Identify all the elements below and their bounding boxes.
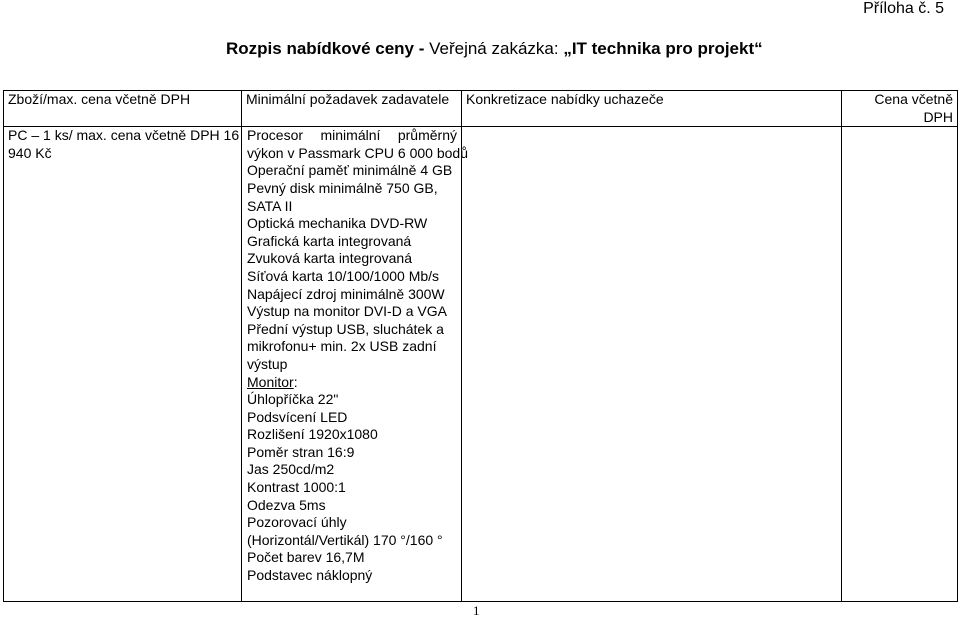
monitor-spec-line: Pozorovací úhly xyxy=(247,514,347,531)
monitor-spec-line: Úhlopříčka 22" xyxy=(247,391,339,408)
attachment-label: Příloha č. 5 xyxy=(863,0,944,17)
page-number: 1 xyxy=(473,603,480,618)
column-header-goods: Zboží/max. cena včetně DPH xyxy=(4,91,242,127)
monitor-spec-line: Podstavec náklopný xyxy=(247,567,373,584)
column-header-offer: Konkretizace nabídky uchazeče xyxy=(462,91,842,127)
price-cell[interactable] xyxy=(842,127,958,601)
spec-line-processor xyxy=(247,127,457,145)
spec-line: Síťová karta 10/100/1000 Mb/s xyxy=(247,267,440,284)
goods-line: PC – 1 ks/ max. cena včetně DPH 16 xyxy=(8,127,240,144)
monitor-spec-line: Podsvícení LED xyxy=(247,408,348,425)
monitor-spec-line: Kontrast 1000:1 xyxy=(247,479,346,496)
spec-line: mikrofonu+ min. 2x USB zadní xyxy=(247,338,437,355)
title-part-normal: Veřejná zakázka: xyxy=(429,39,564,58)
monitor-spec-line: Jas 250cd/m2 xyxy=(247,461,335,478)
monitor-spec-line: Poměr stran 16:9 xyxy=(247,443,355,460)
monitor-spec-line: (Horizontál/Vertikál) 170 °/160 ° xyxy=(247,531,443,548)
spec-line: Přední výstup USB, sluchátek a xyxy=(247,320,444,337)
spec-line: Pevný disk minimálně 750 GB, xyxy=(247,179,438,196)
spec-line: Operační paměť minimálně 4 GB xyxy=(247,162,453,179)
spec-line: Napájecí zdroj minimálně 300W xyxy=(247,285,445,302)
requirement-cell xyxy=(242,127,468,601)
spec-line: Výstup na monitor DVI-D a VGA xyxy=(247,303,447,320)
price-table xyxy=(3,90,958,602)
monitor-colon: : xyxy=(293,373,298,390)
spec-line: Optická mechanika DVD-RW xyxy=(247,215,428,232)
spec-line: výkon v Passmark CPU 6 000 bodů xyxy=(247,144,468,161)
monitor-spec-line: Počet barev 16,7M xyxy=(247,549,365,566)
spec-line: výstup xyxy=(247,355,288,372)
spec-word: minimální xyxy=(320,127,381,144)
spec-line: SATA II xyxy=(247,197,293,214)
offer-cell[interactable] xyxy=(462,127,842,601)
spec-line: Zvuková karta integrovaná xyxy=(247,250,412,267)
table-row xyxy=(4,127,958,601)
title-part-bold: Rozpis nabídkové ceny - xyxy=(226,39,430,58)
column-header-requirement: Minimální požadavek zadavatele xyxy=(242,91,462,127)
goods-cell xyxy=(4,127,242,601)
goods-price-line: 940 Kč xyxy=(8,144,52,161)
spec-word: průměrný xyxy=(397,127,457,144)
monitor-heading xyxy=(247,374,457,392)
spec-word: Procesor xyxy=(247,127,304,144)
spec-line: Grafická karta integrovaná xyxy=(247,232,412,249)
table-header-row xyxy=(4,91,958,127)
monitor-label: Monitor xyxy=(247,373,294,390)
monitor-spec-line: Rozlišení 1920x1080 xyxy=(247,426,378,443)
monitor-spec-line: Odezva 5ms xyxy=(247,496,326,513)
column-header-price: Cena včetně DPH xyxy=(842,91,958,127)
page-title xyxy=(226,39,763,59)
title-part-project: „IT technika pro projekt“ xyxy=(563,39,763,58)
